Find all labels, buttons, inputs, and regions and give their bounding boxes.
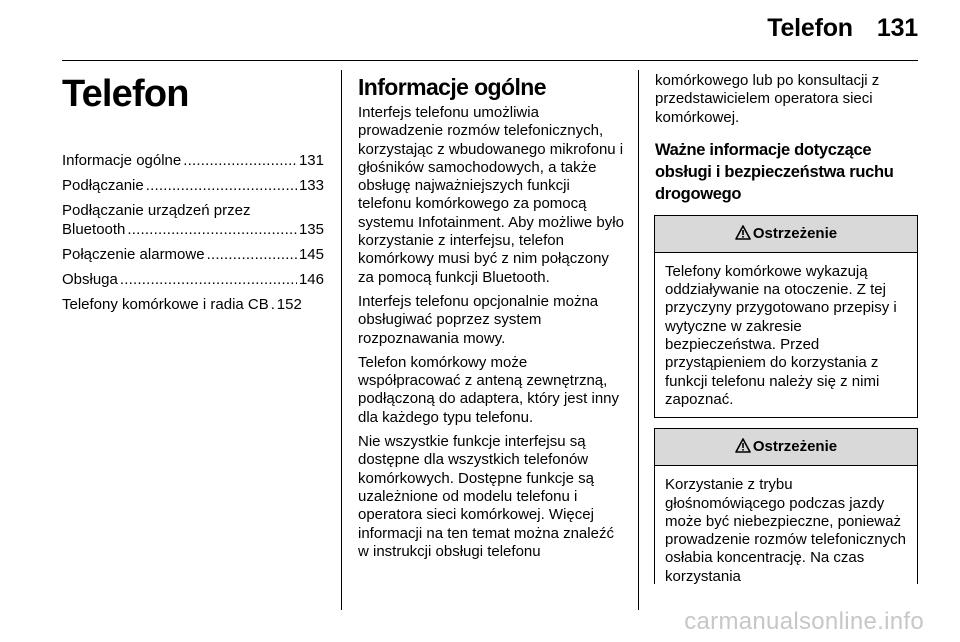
- column-divider-1: [341, 70, 342, 610]
- section-paragraph: Nie wszystkie funkcje interfejsu są dostępne dla wszystkich telefonów komórkowych. Dostępne funkcje są uzależnione od modelu telefonu i operatora sieci komórkowej. Więcej informacji na ten temat można znaleźć w instrukcji obsługi telefonu: [358, 433, 614, 560]
- toc-entry-page: 133: [298, 177, 324, 194]
- running-header: [767, 14, 918, 43]
- section-title: Informacje ogólne: [358, 74, 546, 100]
- safety-column: [655, 72, 919, 594]
- toc-entry-page: 145: [298, 246, 324, 263]
- toc-entry-text: Telefony komórkowe i radia CB: [62, 296, 269, 313]
- chapter-contents-column: [62, 72, 324, 320]
- section-paragraph: Interfejs telefonu umożliwia prowadzenie rozmów telefonicznych, korzystając z wbudowanego mikrofonu i głośników samochodowych, a także obsługę najważniejszych funkcji telefonu komórkowego za pomocą systemu Infotainment. Aby możliwe było korzystanie z interfejsu, telefon komórkowy musi być z nim połączony za pomocą funkcji Bluetooth.: [358, 104, 624, 286]
- toc-entry-text: Połączenie alarmowe: [62, 246, 205, 263]
- page-number: 131: [876, 14, 918, 42]
- watermark: carmanualsonline.info: [684, 608, 924, 635]
- toc-entry-bluetooth[interactable]: [62, 201, 324, 239]
- toc-entry-page: 131: [298, 152, 324, 169]
- warning-box: [654, 215, 918, 418]
- warning-header: [655, 429, 917, 466]
- section-column: [358, 72, 626, 567]
- toc-entry-obsluga[interactable]: [62, 270, 324, 289]
- warning-box: [654, 428, 918, 584]
- warning-header: [655, 216, 917, 253]
- warning-text: Korzystanie z trybu głośnomówiącego podczas jazdy może być niebezpieczne, ponieważ prowadzenie rozmów telefonicznych osłabia koncentrację. Na czas korzystania: [665, 476, 906, 585]
- warning-text: Telefony komórkowe wykazują oddziaływanie na otoczenie. Z tej przyczyny przygotowano przepisy i wytyczne w zakresie bezpieczeństwa. Przed przystąpieniem do korzystania z funkcji telefonu należy się z nimi zapoznać.: [665, 262, 897, 408]
- toc-leader-dots: [120, 270, 297, 289]
- toc-leader-dots: [207, 245, 297, 264]
- column-divider-2: [638, 70, 639, 610]
- toc-entry-text: Bluetooth: [62, 221, 126, 238]
- toc-entry-page: 146: [298, 271, 324, 288]
- toc-entry-polaczenie-alarmowe[interactable]: [62, 245, 324, 264]
- toc-entry-text-line1: Podłączanie urządzeń przez: [62, 202, 251, 219]
- toc-entry-text: Informacje ogólne: [62, 152, 182, 169]
- toc-leader-dots: [127, 220, 297, 239]
- toc-entry-text: Obsługa: [62, 271, 118, 288]
- toc-entry-line2: [62, 220, 324, 239]
- toc-entry-podlaczanie[interactable]: [62, 176, 324, 195]
- toc-entry-page: 152: [276, 296, 302, 313]
- toc-leader-dots: [271, 295, 275, 314]
- toc-leader-dots: [183, 151, 297, 170]
- toc-entry-text: Podłączanie: [62, 177, 144, 194]
- safety-subheading: Ważne informacje dotyczące obsługi i bezpieczeństwa ruchu drogowego: [655, 140, 894, 203]
- toc-entry-telefony-komorkowe-radia-cb[interactable]: [62, 295, 324, 314]
- warning-label: Ostrzeżenie: [752, 438, 838, 456]
- continuation-paragraph: komórkowego lub po konsultacji z przedstawicielem operatora sieci komórkowej.: [655, 72, 880, 126]
- section-paragraph: Telefon komórkowy może współpracować z anteną zewnętrzną, podłączoną do adaptera, który jest inny dla każdego typu telefonu.: [358, 353, 619, 426]
- warning-triangle-icon: [735, 218, 751, 254]
- running-header-title: Telefon: [767, 14, 853, 42]
- toc-entry-page: 135: [298, 221, 324, 238]
- header-rule: [62, 60, 918, 61]
- warning-label: Ostrzeżenie: [752, 224, 838, 242]
- toc-leader-dots: [146, 176, 297, 195]
- chapter-title: Telefon: [62, 73, 189, 115]
- warning-triangle-icon: [735, 431, 751, 467]
- section-paragraph: Interfejs telefonu opcjonalnie można obsługiwać poprzez system rozpoznawania mowy.: [358, 292, 599, 347]
- toc-entry-informacje-ogolne[interactable]: [62, 151, 324, 170]
